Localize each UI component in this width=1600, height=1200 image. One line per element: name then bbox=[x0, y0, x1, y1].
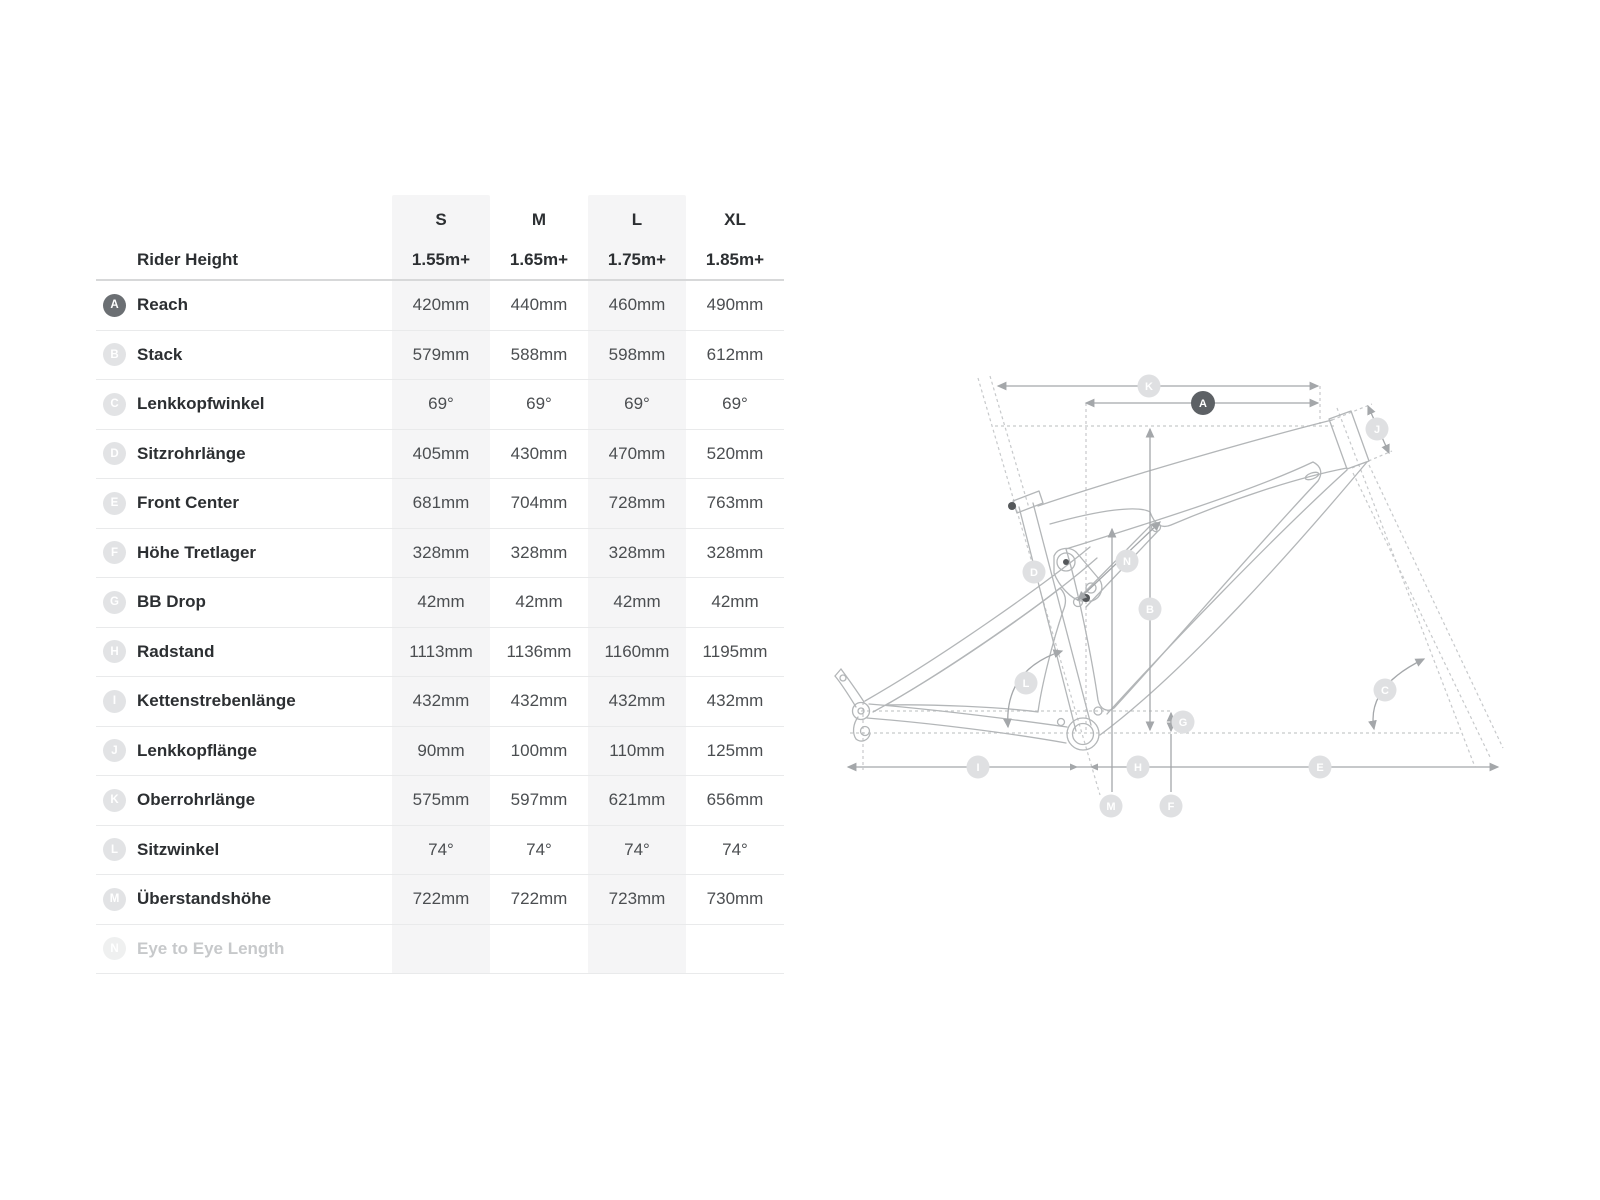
value-cell: 90mm bbox=[417, 740, 465, 760]
svg-text:J: J bbox=[1373, 424, 1381, 437]
value-cell: 460mm bbox=[608, 295, 666, 315]
row-label: Lenkkopflänge bbox=[137, 740, 257, 760]
table-row-d[interactable] bbox=[96, 430, 784, 480]
value-cell: 432mm bbox=[706, 691, 764, 711]
svg-text:A: A bbox=[1199, 398, 1207, 411]
value-cell: 704mm bbox=[510, 493, 568, 513]
table-header bbox=[96, 195, 784, 281]
diagram-badge-i bbox=[967, 756, 990, 779]
row-label-cell bbox=[96, 442, 392, 465]
row-label: Sitzwinkel bbox=[137, 839, 220, 859]
row-label-cell bbox=[96, 591, 392, 614]
seatstay bbox=[865, 547, 1090, 701]
table-row-l[interactable] bbox=[96, 826, 784, 876]
down-tube bbox=[1107, 470, 1347, 714]
row-label: Oberrohrlänge bbox=[137, 790, 256, 810]
svg-text:B: B bbox=[1146, 604, 1154, 617]
top-tube bbox=[1038, 420, 1332, 506]
svg-text:H: H bbox=[1134, 762, 1142, 775]
diagram-badge-e bbox=[1309, 756, 1332, 779]
value-cell: 588mm bbox=[510, 344, 568, 364]
value-cell: 42mm bbox=[417, 592, 465, 612]
geometry-table bbox=[96, 195, 784, 974]
size-label: XL bbox=[724, 210, 746, 229]
size-label: L bbox=[631, 210, 643, 229]
row-letter-badge: G bbox=[103, 591, 126, 614]
row-letter-badge: F bbox=[103, 541, 126, 564]
value-cell: 575mm bbox=[412, 790, 470, 810]
row-label-cell bbox=[96, 294, 392, 317]
row-letter-badge: L bbox=[103, 838, 126, 861]
value-cell: 100mm bbox=[510, 740, 568, 760]
diagram-badge-layer bbox=[967, 375, 1397, 818]
measurement-lines bbox=[848, 386, 1498, 792]
table-row-j[interactable] bbox=[96, 727, 784, 777]
svg-text:C: C bbox=[1381, 685, 1389, 698]
table-row-g[interactable] bbox=[96, 578, 784, 628]
value-cell: 69° bbox=[624, 394, 650, 414]
row-label: Kettenstrebenlänge bbox=[137, 691, 296, 711]
value-cell: 1160mm bbox=[604, 641, 670, 661]
value-cell: 579mm bbox=[412, 344, 470, 364]
row-letter-badge: D bbox=[103, 442, 126, 465]
diagram-badge-n bbox=[1116, 550, 1139, 573]
size-label: M bbox=[531, 210, 547, 229]
rider-height-value: 1.75m+ bbox=[607, 250, 667, 269]
size-column-header-s bbox=[392, 195, 490, 279]
value-cell: 125mm bbox=[706, 740, 764, 760]
row-label-cell bbox=[96, 838, 392, 861]
table-row-m[interactable] bbox=[96, 875, 784, 925]
value-cell: 69° bbox=[526, 394, 552, 414]
row-letter-badge: H bbox=[103, 640, 126, 663]
table-row-f[interactable] bbox=[96, 529, 784, 579]
value-cell: 1195mm bbox=[702, 641, 768, 661]
svg-text:G: G bbox=[1178, 717, 1188, 730]
svg-text:N: N bbox=[1123, 556, 1131, 569]
diagram-badge-m bbox=[1100, 795, 1123, 818]
value-cell: 490mm bbox=[706, 295, 764, 315]
shock bbox=[1078, 524, 1152, 599]
value-cell: 1136mm bbox=[506, 641, 572, 661]
bottom-bracket bbox=[1067, 718, 1099, 750]
table-row-b[interactable] bbox=[96, 331, 784, 381]
size-column-header-m bbox=[490, 195, 588, 279]
diagram-badge-b bbox=[1139, 598, 1162, 621]
value-cell: 430mm bbox=[510, 443, 568, 463]
rider-height-value: 1.85m+ bbox=[705, 250, 765, 269]
table-row-n[interactable] bbox=[96, 925, 784, 975]
value-cell: 520mm bbox=[706, 443, 764, 463]
svg-text:F: F bbox=[1167, 801, 1175, 814]
table-row-i[interactable] bbox=[96, 677, 784, 727]
row-label-cell bbox=[96, 937, 392, 960]
value-cell: 681mm bbox=[412, 493, 470, 513]
value-cell: 432mm bbox=[608, 691, 666, 711]
row-label: Reach bbox=[137, 295, 189, 315]
value-cell: 612mm bbox=[706, 344, 764, 364]
chainstay bbox=[869, 704, 1067, 727]
value-cell: 69° bbox=[722, 394, 748, 414]
seat-tube bbox=[1019, 507, 1076, 731]
svg-text:L: L bbox=[1022, 678, 1030, 691]
row-label: BB Drop bbox=[137, 592, 206, 612]
row-label-cell bbox=[96, 541, 392, 564]
value-cell: 432mm bbox=[510, 691, 568, 711]
value-cell: 69° bbox=[428, 394, 454, 414]
svg-text:D: D bbox=[1030, 567, 1038, 580]
row-label: Sitzrohrlänge bbox=[137, 443, 246, 463]
row-letter-badge: B bbox=[103, 343, 126, 366]
value-cell: 656mm bbox=[706, 790, 764, 810]
value-cell: 722mm bbox=[412, 889, 470, 909]
table-row-e[interactable] bbox=[96, 479, 784, 529]
frame-geometry-diagram bbox=[820, 330, 1530, 845]
size-label: S bbox=[435, 210, 447, 229]
row-letter-badge: J bbox=[103, 739, 126, 762]
head-tube bbox=[1329, 411, 1369, 469]
row-letter-badge: N bbox=[103, 937, 126, 960]
row-letter-badge: A bbox=[103, 294, 126, 317]
value-cell: 405mm bbox=[412, 443, 470, 463]
svg-text:K: K bbox=[1145, 381, 1153, 394]
value-cell: 328mm bbox=[510, 542, 568, 562]
row-label: Eye to Eye Length bbox=[137, 938, 285, 958]
row-letter-badge: E bbox=[103, 492, 126, 515]
value-cell: 621mm bbox=[608, 790, 666, 810]
table-row-k[interactable] bbox=[96, 776, 784, 826]
value-cell: 42mm bbox=[515, 592, 563, 612]
value-cell: 328mm bbox=[412, 542, 470, 562]
geometry-table-rows bbox=[96, 281, 784, 974]
rider-height-value: 1.55m+ bbox=[411, 250, 471, 269]
rider-height-label: Rider Height bbox=[137, 250, 239, 269]
value-cell: 74° bbox=[526, 839, 552, 859]
value-cell: 42mm bbox=[711, 592, 759, 612]
value-cell: 598mm bbox=[608, 344, 666, 364]
diagram-badge-g bbox=[1172, 711, 1195, 734]
table-row-a[interactable] bbox=[96, 281, 784, 331]
value-cell: 1113mm bbox=[409, 641, 473, 661]
value-cell: 74° bbox=[624, 839, 650, 859]
row-label-cell bbox=[96, 640, 392, 663]
rider-height-value: 1.65m+ bbox=[509, 250, 569, 269]
table-row-h[interactable] bbox=[96, 628, 784, 678]
value-cell: 722mm bbox=[510, 889, 568, 909]
diagram-badge-f bbox=[1160, 795, 1183, 818]
diagram-badge-a bbox=[1191, 391, 1215, 415]
value-cell: 420mm bbox=[412, 295, 470, 315]
seatpost-collar bbox=[1013, 491, 1043, 513]
size-column-header-xl bbox=[686, 195, 784, 279]
diagram-badge-h bbox=[1127, 756, 1150, 779]
frame-diagram-svg bbox=[820, 330, 1530, 840]
table-row-c[interactable] bbox=[96, 380, 784, 430]
row-label-cell bbox=[96, 343, 392, 366]
diagram-badge-d bbox=[1023, 561, 1046, 584]
size-column-header-l bbox=[588, 195, 686, 279]
row-label: Höhe Tretlager bbox=[137, 542, 257, 562]
bike-frame-drawing bbox=[835, 411, 1369, 750]
svg-text:E: E bbox=[1316, 762, 1324, 775]
value-cell: 723mm bbox=[608, 889, 666, 909]
value-cell: 110mm bbox=[609, 740, 665, 760]
value-cell: 328mm bbox=[706, 542, 764, 562]
row-letter-badge: K bbox=[103, 789, 126, 812]
value-cell: 728mm bbox=[608, 493, 666, 513]
row-label-cell bbox=[96, 492, 392, 515]
value-cell: 440mm bbox=[510, 295, 568, 315]
row-label: Stack bbox=[137, 344, 183, 364]
diagram-badge-j bbox=[1366, 418, 1389, 441]
row-label: Front Center bbox=[137, 493, 239, 513]
diagram-badge-k bbox=[1138, 375, 1161, 398]
derailleur-hanger bbox=[854, 717, 870, 741]
value-cell: 597mm bbox=[510, 790, 568, 810]
value-cell: 74° bbox=[722, 839, 748, 859]
value-cell: 328mm bbox=[608, 542, 666, 562]
row-label: Radstand bbox=[137, 641, 215, 661]
diagram-badge-l bbox=[1015, 672, 1038, 695]
row-letter-badge: I bbox=[103, 690, 126, 713]
row-label: Lenkkopfwinkel bbox=[137, 394, 265, 414]
row-letter-badge: M bbox=[103, 888, 126, 911]
svg-text:I: I bbox=[976, 762, 980, 775]
svg-text:M: M bbox=[1106, 801, 1116, 814]
row-label-cell bbox=[96, 690, 392, 713]
row-label-cell bbox=[96, 888, 392, 911]
value-cell: 730mm bbox=[706, 889, 764, 909]
value-cell: 42mm bbox=[613, 592, 661, 612]
row-letter-badge: C bbox=[103, 393, 126, 416]
diagram-badge-c bbox=[1374, 679, 1397, 702]
value-cell: 763mm bbox=[706, 493, 764, 513]
row-label-cell bbox=[96, 739, 392, 762]
value-cell: 470mm bbox=[608, 443, 666, 463]
row-label-cell bbox=[96, 393, 392, 416]
construction-lines bbox=[850, 376, 1503, 795]
row-label: Überstandshöhe bbox=[137, 889, 272, 909]
value-cell: 432mm bbox=[412, 691, 470, 711]
row-label-cell bbox=[96, 789, 392, 812]
value-cell: 74° bbox=[428, 839, 454, 859]
